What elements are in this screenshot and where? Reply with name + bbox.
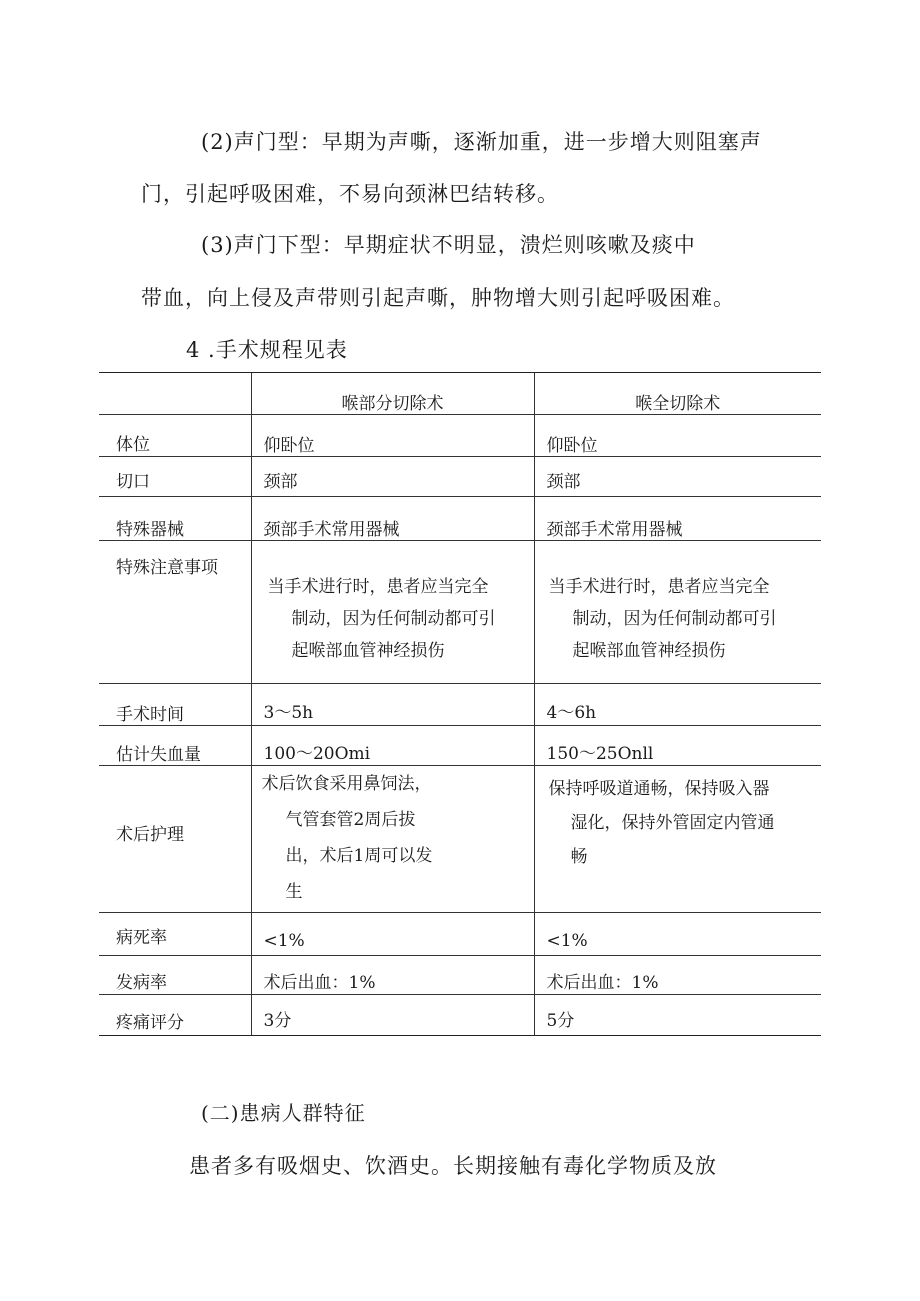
cell-total: 颈部 — [546, 472, 581, 492]
section-heading: (二)患病人群特征 — [201, 1101, 366, 1125]
cell-partial: 颈部手术常用器械 — [263, 520, 400, 540]
table-caption: 4 .手术规程见表 — [186, 338, 348, 362]
row-label-pain-score: 疼痛评分 — [116, 1013, 184, 1033]
table-row — [99, 497, 821, 541]
header-empty-cell — [99, 373, 251, 415]
table-row — [99, 415, 821, 457]
header-partial-laryngectomy: 喉部分切除术 — [251, 373, 534, 415]
table-row — [99, 913, 821, 956]
table-row — [99, 457, 821, 497]
section-body-line1: 患者多有吸烟史、饮酒史。长期接触有毒化学物质及放 — [189, 1154, 717, 1178]
row-label-incision: 切口 — [116, 472, 150, 492]
cell-total: 颈部手术常用器械 — [546, 520, 683, 540]
table-row — [99, 766, 821, 913]
surgery-procedure-table — [99, 372, 821, 1036]
cell-total: 保持呼吸道通畅，保持吸入器 湿化，保持外管固定内管通 畅 — [548, 779, 775, 867]
row-label-position: 体位 — [116, 435, 150, 455]
paragraph-glottic-line2: 门，引起呼吸困难，不易向颈淋巴结转移。 — [141, 182, 559, 206]
table-header-row — [99, 373, 821, 415]
row-label-duration: 手术时间 — [116, 705, 184, 725]
cell-total: 仰卧位 — [546, 436, 598, 456]
row-label-mortality: 病死率 — [116, 928, 167, 948]
cell-partial: 术后出血：1% — [263, 973, 376, 993]
cell-partial: 术后饮食采用鼻饲法， 气管套管2周后拔 出，术后1周可以发 生 — [261, 774, 433, 902]
row-label-blood-loss: 估计失血量 — [116, 745, 201, 765]
table-row — [99, 541, 821, 684]
header-total-laryngectomy: 喉全切除术 — [534, 373, 821, 415]
row-label-morbidity: 发病率 — [116, 973, 167, 993]
table-row — [99, 995, 821, 1036]
table-row — [99, 684, 821, 726]
cell-partial: 100～20Omi — [263, 744, 371, 764]
table-row — [99, 726, 821, 766]
cell-partial: 仰卧位 — [263, 436, 315, 456]
cell-partial: 3～5h — [263, 703, 314, 723]
row-label-special-instruments: 特殊器械 — [116, 520, 184, 540]
cell-partial: <1% — [263, 931, 305, 951]
row-label-special-notes: 特殊注意事项 — [116, 558, 218, 578]
cell-total: 术后出血：1% — [546, 973, 659, 993]
table-row — [99, 956, 821, 995]
paragraph-subglottic-line2: 带血，向上侵及声带则引起声嘶，肿物增大则引起呼吸困难。 — [141, 286, 735, 310]
cell-partial: 颈部 — [263, 472, 298, 492]
cell-partial: 当手术进行时，患者应当完全 制动，因为任何制动都可引 起喉部血管神经损伤 — [267, 577, 496, 661]
cell-total: 5分 — [546, 1011, 575, 1031]
paragraph-glottic-line1: (2)声门型：早期为声嘶，逐渐加重，进一步增大则阻塞声 — [201, 130, 762, 154]
paragraph-subglottic-line1: (3)声门下型：早期症状不明显，溃烂则咳嗽及痰中 — [201, 233, 696, 257]
cell-total: 当手术进行时，患者应当完全 制动，因为任何制动都可引 起喉部血管神经损伤 — [548, 577, 777, 661]
cell-total: 4～6h — [546, 703, 597, 723]
row-label-postop-care: 术后护理 — [116, 824, 184, 845]
cell-partial: 3分 — [263, 1011, 292, 1031]
cell-total: <1% — [546, 931, 588, 951]
cell-total: 150～25Onll — [546, 744, 654, 764]
